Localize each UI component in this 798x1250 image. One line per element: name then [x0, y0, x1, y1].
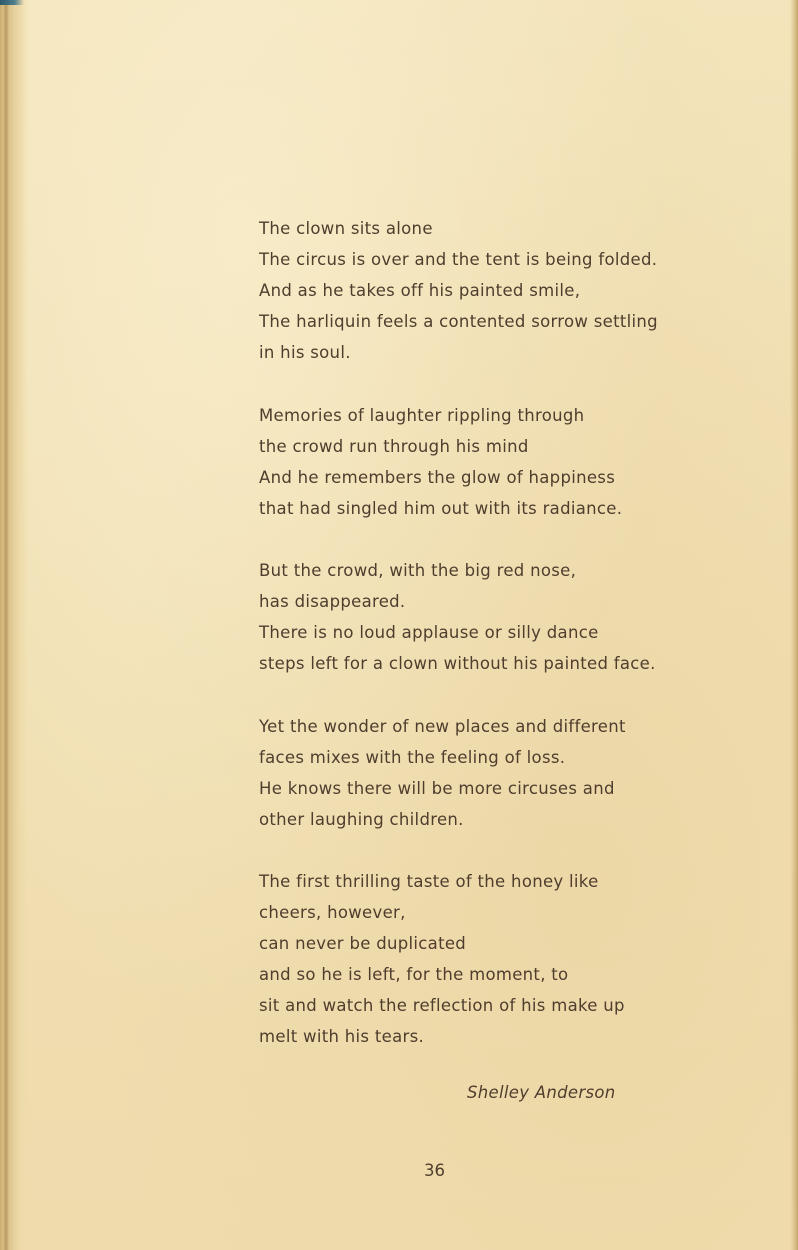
author-name: Shelley Anderson	[467, 1083, 616, 1102]
stanza-gap	[259, 368, 689, 399]
poem-line: And he remembers the glow of happiness	[259, 467, 616, 487]
stanza-gap	[259, 524, 689, 555]
poem-line: in his soul.	[259, 343, 351, 363]
poem-line: Memories of laughter rippling through	[259, 405, 585, 425]
poem-line: has disappeared.	[259, 592, 406, 612]
poem-line: can never be duplicated	[259, 934, 467, 954]
poem-line: the crowd run through his mind	[259, 436, 529, 456]
stanza-3	[259, 555, 689, 679]
poem	[259, 213, 689, 1053]
poem-line: other laughing children.	[259, 809, 464, 829]
binding-edge	[0, 0, 28, 1250]
poem-line: melt with his tears.	[259, 1027, 425, 1047]
poem-line: The clown sits alone	[259, 219, 433, 238]
poem-line: But the crowd, with the big red nose,	[259, 561, 577, 581]
poem-line: The harliquin feels a contented sorrow settling	[259, 312, 658, 332]
poem-line: And as he takes off his painted smile,	[259, 281, 581, 301]
poem-line: The first thrilling taste of the honey like	[259, 871, 599, 891]
poem-line: sit and watch the reflection of his make up	[259, 996, 625, 1016]
right-edge	[790, 0, 798, 1250]
page-number: 36	[424, 1161, 445, 1180]
corner-mark	[0, 0, 24, 5]
poem-line: There is no loud applause or silly dance	[259, 623, 599, 643]
poem-line: cheers, however,	[259, 903, 406, 923]
stanza-5	[259, 866, 689, 1053]
stanza-2	[259, 400, 689, 524]
poem-line: that had singled him out with its radiance.	[259, 498, 623, 518]
poem-line: faces mixes with the feeling of loss.	[259, 747, 566, 767]
poem-line: He knows there will be more circuses and	[259, 778, 615, 798]
stanza-gap	[259, 835, 689, 866]
stanza-1	[259, 213, 689, 368]
poem-line: and so he is left, for the moment, to	[259, 965, 569, 985]
poem-line: The circus is over and the tent is being folded.	[259, 250, 658, 270]
stanza-gap	[259, 679, 689, 710]
poem-line: steps left for a clown without his painted face.	[259, 654, 656, 674]
poem-line: Yet the wonder of new places and different	[259, 716, 626, 736]
stanza-4	[259, 711, 689, 835]
